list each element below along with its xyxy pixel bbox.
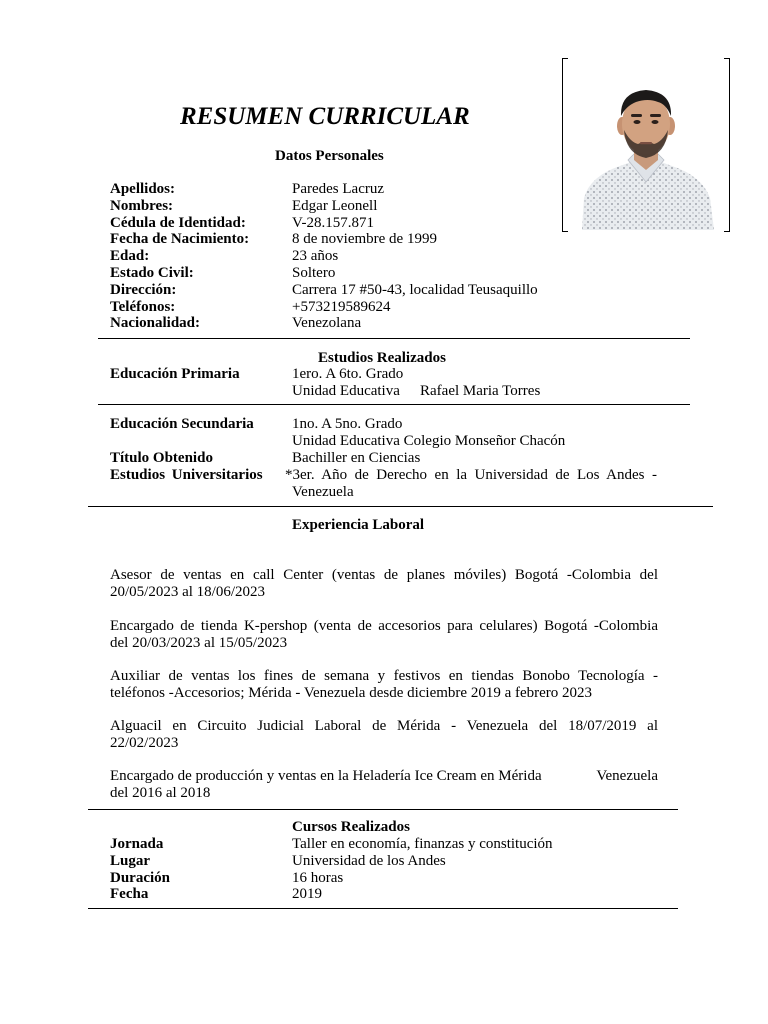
degree-label: Título Obtenido [110, 450, 213, 466]
field-value: Carrera 17 #50-43, localidad Teusaquillo [292, 281, 538, 298]
field-label: Lugar [110, 852, 151, 869]
experience-line: Asesor de ventas en call Center (ventas de planes móviles) Bogotá -Colombia del [110, 567, 658, 583]
field-label: Duración [110, 869, 170, 886]
personal-data-list [110, 181, 570, 332]
studies-heading: Estudios Realizados [318, 350, 446, 366]
field-label: Nacionalidad: [110, 315, 201, 332]
university-line1: *3er. Año de Derecho en la Universidad de Los Andes - [285, 467, 657, 483]
field-label: Cédula de Identidad: [110, 214, 246, 231]
experience-line-part: Venezuela [596, 768, 658, 784]
secondary-label: Educación Secundaria [110, 416, 254, 432]
profile-photo [562, 58, 730, 230]
field-value: 2019 [292, 886, 322, 903]
experience-item [110, 618, 658, 652]
personal-row [110, 231, 570, 248]
field-label: Dirección: [110, 281, 177, 298]
course-row [110, 870, 630, 887]
field-label: Teléfonos: [110, 298, 176, 315]
course-row [110, 853, 630, 870]
experience-item [110, 668, 658, 702]
experience-line: Alguacil en Circuito Judicial Laboral de Mérida - Venezuela del 18/07/2019 al [110, 718, 658, 734]
divider [88, 506, 713, 507]
experience-line: 20/05/2023 al 18/06/2023 [110, 584, 265, 600]
experience-line: del 2016 al 2018 [110, 785, 211, 801]
field-value: Taller en economía, finanzas y constitución [292, 836, 553, 852]
experience-line: Encargado de tienda K-pershop (venta de accesorios para celulares) Bogotá -Colombia [110, 618, 658, 634]
personal-row [110, 315, 570, 332]
experience-line: teléfonos -Accesorios; Mérida - Venezuela desde diciembre 2019 a febrero 2023 [110, 685, 593, 701]
field-value: 16 horas [292, 869, 344, 886]
field-value: Venezolana [292, 315, 362, 332]
personal-row [110, 215, 570, 232]
courses-list [110, 836, 630, 903]
secondary-school: Unidad Educativa Colegio Monseñor Chacón [292, 433, 566, 449]
field-value: Edgar Leonell [292, 197, 378, 214]
experience-item [110, 567, 658, 601]
personal-row [110, 198, 570, 215]
personal-row [110, 181, 570, 198]
primary-school-a: Unidad Educativa [292, 383, 400, 399]
experience-line: Auxiliar de ventas los fines de semana y festivos en tiendas Bonobo Tecnología - [110, 668, 658, 684]
experience-item [110, 718, 658, 752]
experience-line: del 20/03/2023 al 15/05/2023 [110, 635, 288, 651]
experience-line [110, 768, 658, 785]
field-value: +573219589624 [292, 298, 391, 315]
field-value: Soltero [292, 264, 336, 281]
field-label: Estado Civil: [110, 264, 194, 281]
divider [88, 908, 678, 909]
field-value: Paredes Lacruz [292, 181, 385, 197]
course-row [110, 886, 630, 903]
field-label: Edad: [110, 248, 150, 265]
courses-heading: Cursos Realizados [292, 819, 410, 835]
divider [88, 809, 678, 810]
personal-row [110, 248, 570, 265]
experience-line-part: Encargado de producción y ventas en la Heladería Ice Cream en Mérida [110, 768, 542, 784]
field-value: Universidad de los Andes [292, 852, 446, 869]
personal-row [110, 299, 570, 316]
field-value: 23 años [292, 248, 339, 265]
field-label: Apellidos: [110, 181, 176, 197]
field-value: V-28.157.871 [292, 214, 374, 231]
degree-value: Bachiller en Ciencias [292, 450, 421, 466]
field-value: 8 de noviembre de 1999 [292, 231, 437, 248]
primary-grades: 1ero. A 6to. Grado [292, 366, 404, 382]
university-label: Estudios Universitarios [110, 467, 263, 483]
secondary-grades: 1no. A 5no. Grado [292, 416, 403, 432]
university-line2: Venezuela [292, 484, 354, 500]
page-title: RESUMEN CURRICULAR [180, 103, 470, 130]
field-label: Fecha [110, 886, 149, 903]
personal-heading: Datos Personales [275, 148, 384, 164]
course-row [110, 836, 630, 853]
field-label: Jornada [110, 836, 164, 852]
primary-label: Educación Primaria [110, 366, 240, 382]
divider [98, 338, 690, 339]
experience-item [110, 768, 658, 802]
divider [98, 404, 690, 405]
experience-heading: Experiencia Laboral [292, 517, 425, 533]
personal-row [110, 265, 570, 282]
person-photo-icon [562, 58, 730, 230]
experience-line: 22/02/2023 [110, 735, 179, 751]
field-label: Nombres: [110, 197, 174, 214]
primary-school-b: Rafael Maria Torres [420, 383, 541, 399]
field-label: Fecha de Nacimiento: [110, 231, 250, 248]
personal-row [110, 282, 570, 299]
